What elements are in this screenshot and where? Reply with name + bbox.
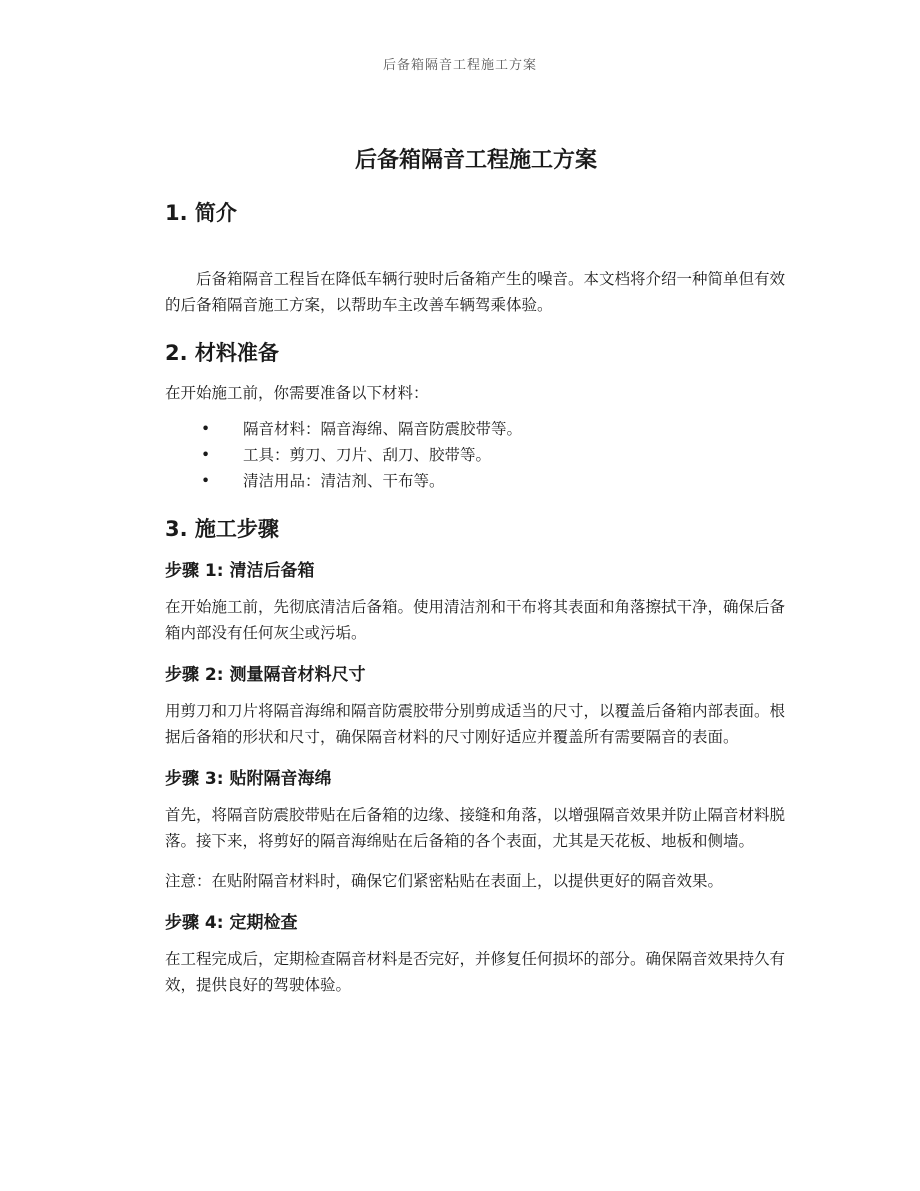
- document-body: [165, 142, 787, 998]
- step-3-paragraph: [165, 802, 787, 854]
- step-2-heading: 步骤 2: 测量隔音材料尺寸: [165, 665, 366, 685]
- bullet-icon: •: [201, 446, 211, 464]
- step-3-text: 首先，将隔音防震胶带贴在后备箱的边缘、接缝和角落，以增强隔音效果并防止隔音材料脱落。接下来，将剪好的隔音海绵贴在后备箱的各个表面，尤其是天花板、地板和侧墙。: [165, 806, 786, 850]
- bullet-icon: •: [201, 472, 211, 490]
- list-item: [165, 468, 787, 494]
- section-heading-intro: 1. 简介: [165, 201, 237, 225]
- running-header: 后备箱隔音工程施工方案: [382, 58, 537, 73]
- list-item-text: 清洁用品：清洁剂、干布等。: [243, 472, 445, 490]
- step-4-paragraph: [165, 946, 787, 998]
- step-1-heading: 步骤 1: 清洁后备箱: [165, 561, 315, 581]
- list-item-text: 工具：剪刀、刀片、刮刀、胶带等。: [243, 446, 492, 464]
- materials-lead: [165, 380, 787, 406]
- step-1-text: 在开始施工前，先彻底清洁后备箱。使用清洁剂和干布将其表面和角落擦拭干净，确保后备箱内部没有任何灰尘或污垢。: [165, 598, 786, 642]
- materials-list: [165, 416, 787, 494]
- step-3-note-text: 注意：在贴附隔音材料时，确保它们紧密粘贴在表面上，以提供更好的隔音效果。: [165, 872, 724, 890]
- step-2-paragraph: [165, 698, 787, 750]
- list-item-text: 隔音材料：隔音海绵、隔音防震胶带等。: [243, 420, 523, 438]
- step-3-heading: 步骤 3: 贴附隔音海绵: [165, 769, 332, 789]
- intro-text: 后备箱隔音工程旨在降低车辆行驶时后备箱产生的噪音。本文档将介绍一种简单但有效的后备箱隔音施工方案，以帮助车主改善车辆驾乘体验。: [165, 270, 786, 314]
- step-1-paragraph: [165, 594, 787, 646]
- list-item: [165, 442, 787, 468]
- bullet-icon: •: [201, 420, 211, 438]
- document-title: 后备箱隔音工程施工方案: [354, 147, 597, 173]
- step-4-text: 在工程完成后，定期检查隔音材料是否完好，并修复任何损坏的部分。确保隔音效果持久有效，提供良好的驾驶体验。: [165, 950, 786, 994]
- section-heading-steps: 3. 施工步骤: [165, 517, 279, 541]
- materials-lead-text: 在开始施工前，你需要准备以下材料：: [165, 384, 429, 402]
- step-4-heading: 步骤 4: 定期检查: [165, 913, 298, 933]
- list-item: [165, 416, 787, 442]
- intro-paragraph: [165, 240, 787, 318]
- step-2-text: 用剪刀和刀片将隔音海绵和隔音防震胶带分别剪成适当的尺寸，以覆盖后备箱内部表面。根据后备箱的形状和尺寸，确保隔音材料的尺寸刚好适应并覆盖所有需要隔音的表面。: [165, 702, 786, 746]
- step-3-note: [165, 868, 787, 894]
- section-heading-materials: 2. 材料准备: [165, 341, 279, 365]
